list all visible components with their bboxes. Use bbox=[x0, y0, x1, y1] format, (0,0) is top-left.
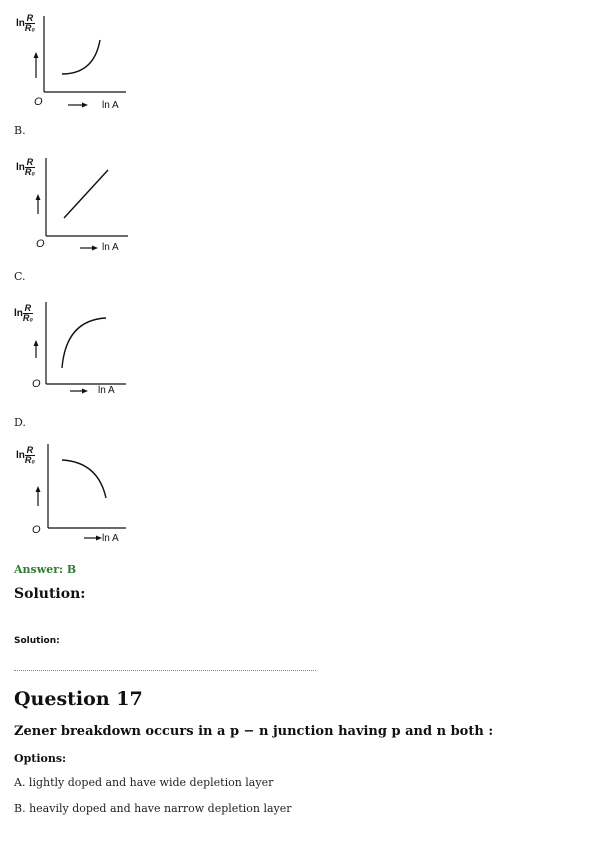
x-axis-label: ln A bbox=[102, 242, 119, 253]
answer-text: Answer: B bbox=[14, 563, 77, 576]
y-axis-label: ln $\frac{R}{\text{R₀}}$ bbox=[16, 445, 35, 465]
graph-option-d bbox=[14, 442, 134, 552]
origin-label: O bbox=[36, 238, 45, 250]
curve-b bbox=[64, 170, 108, 218]
y-axis-label: ln $\frac{R}{\text{R₀}}$ bbox=[16, 13, 35, 33]
origin-label: O bbox=[32, 378, 41, 390]
x-axis-label: ln A bbox=[102, 533, 119, 544]
graph-c-axes bbox=[14, 298, 134, 408]
x-axis-label: ln A bbox=[102, 100, 119, 111]
graph-option-a bbox=[14, 8, 134, 118]
option-a-text: A. lightly doped and have wide depletion layer bbox=[14, 776, 274, 789]
solution-label: Solution: bbox=[14, 636, 60, 646]
graph-option-b bbox=[14, 152, 134, 262]
curve-a bbox=[62, 40, 100, 74]
question-title: Question 17 bbox=[14, 688, 143, 710]
option-label-c: C. bbox=[14, 270, 26, 283]
option-label-b: B. bbox=[14, 124, 26, 137]
origin-label: O bbox=[32, 524, 41, 536]
curve-c bbox=[62, 318, 106, 368]
graph-option-c bbox=[14, 298, 134, 408]
y-axis-label: ln $\frac{R}{\text{R₀}}$ bbox=[14, 303, 33, 323]
options-heading: Options: bbox=[14, 752, 67, 765]
origin-label: O bbox=[34, 96, 43, 108]
x-axis-label: ln A bbox=[98, 385, 115, 396]
option-b-text: B. heavily doped and have narrow depletion layer bbox=[14, 802, 292, 815]
curve-d bbox=[62, 460, 106, 498]
question-text: Zener breakdown occurs in a p − n junction having p and n both : bbox=[14, 724, 494, 739]
y-axis-label: ln $\frac{R}{\text{R₀}}$ bbox=[16, 157, 35, 177]
section-divider bbox=[14, 670, 316, 671]
solution-heading: Solution: bbox=[14, 586, 86, 602]
option-label-d: D. bbox=[14, 416, 26, 429]
